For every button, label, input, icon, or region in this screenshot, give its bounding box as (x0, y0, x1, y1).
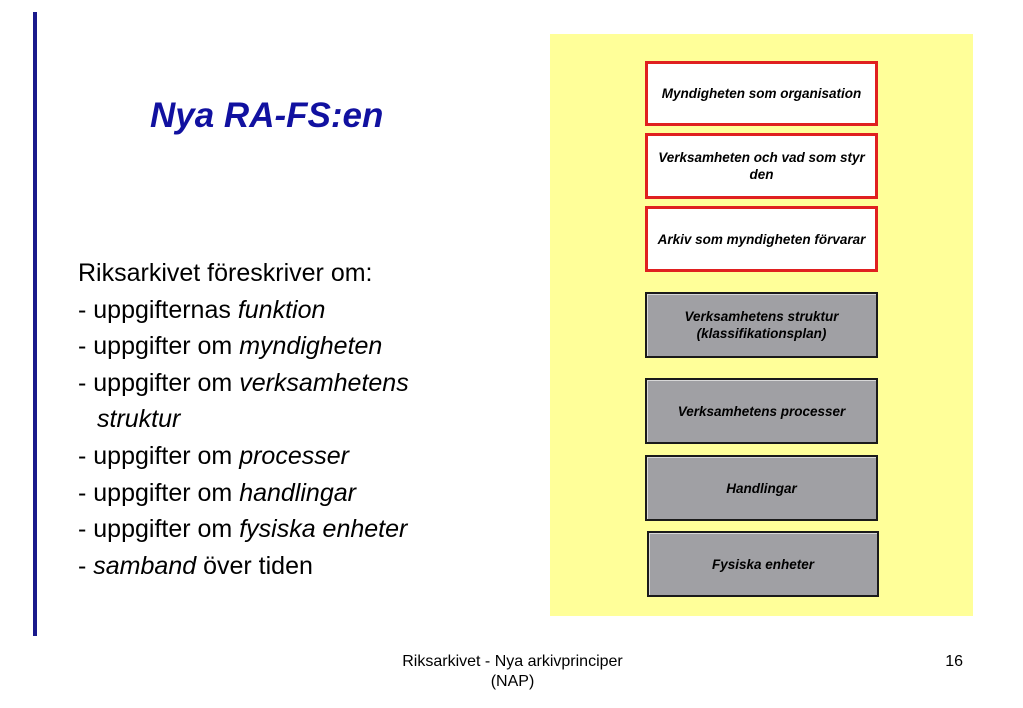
body-line-italic: funktion (237, 295, 326, 324)
footer-caption-line2: (NAP) (490, 673, 535, 690)
footer-caption (350, 652, 675, 692)
box-label: Handlingar (726, 480, 797, 496)
box-label: Fysiska enheter (711, 556, 815, 572)
body-intro: Riksarkivet föreskriver om: (78, 259, 373, 287)
body-line-struktur (78, 401, 409, 438)
body-line-italic: samband (93, 551, 197, 580)
body-line-verksamhetens (78, 365, 409, 402)
slide-title: Nya RA-FS:en (150, 96, 384, 135)
body-line-funktion (78, 292, 409, 329)
body-line-plain: - uppgifternas (78, 295, 238, 324)
body-line-italic: handlingar (239, 478, 356, 507)
box-arkiv-som-myndigheten-forvarar (645, 206, 878, 272)
body-line-plain: - uppgifter om (78, 368, 240, 397)
box-label: Myndigheten som organisation (661, 86, 862, 101)
body-line-fysiska-enheter (78, 511, 409, 548)
body-line-processer (78, 438, 409, 475)
footer-caption-line1: Riksarkivet - Nya arkivprinciper (402, 653, 623, 670)
box-label: Arkiv som myndigheten förvarar (657, 231, 866, 247)
box-verksamhetens-struktur (645, 292, 878, 358)
body-line-myndigheten (78, 328, 409, 365)
box-label: Verksamhetens struktur (klassifikationsplan) (684, 309, 839, 341)
body-line-italic: verksamhetens (239, 368, 409, 397)
body-line-after: över tiden (196, 551, 313, 580)
box-label: Verksamheten och vad som styr den (658, 150, 865, 182)
body-line-samband (78, 548, 409, 585)
body-line-plain: - uppgifter om (78, 478, 240, 507)
body-text (78, 255, 409, 584)
box-verksamheten-och-vad-som-styr (645, 133, 878, 199)
body-line-plain: - uppgifter om (78, 515, 240, 544)
page-number: 16 (945, 653, 963, 670)
body-line-plain: - (78, 551, 94, 580)
body-line-plain: - uppgifter om (78, 441, 240, 470)
box-label: Verksamhetens processer (677, 403, 846, 419)
body-line-plain: - uppgifter om (78, 332, 240, 361)
body-line-handlingar (78, 475, 409, 512)
box-verksamhetens-processer (645, 378, 878, 444)
body-line-italic: processer (239, 441, 349, 470)
left-accent-rule (33, 12, 37, 636)
body-line-italic: myndigheten (239, 332, 383, 361)
box-fysiska-enheter (647, 531, 879, 597)
box-handlingar (645, 455, 878, 521)
body-line-italic: fysiska enheter (239, 515, 408, 544)
body-line-italic: struktur (97, 405, 181, 434)
box-myndigheten-som-organisation (645, 61, 878, 126)
